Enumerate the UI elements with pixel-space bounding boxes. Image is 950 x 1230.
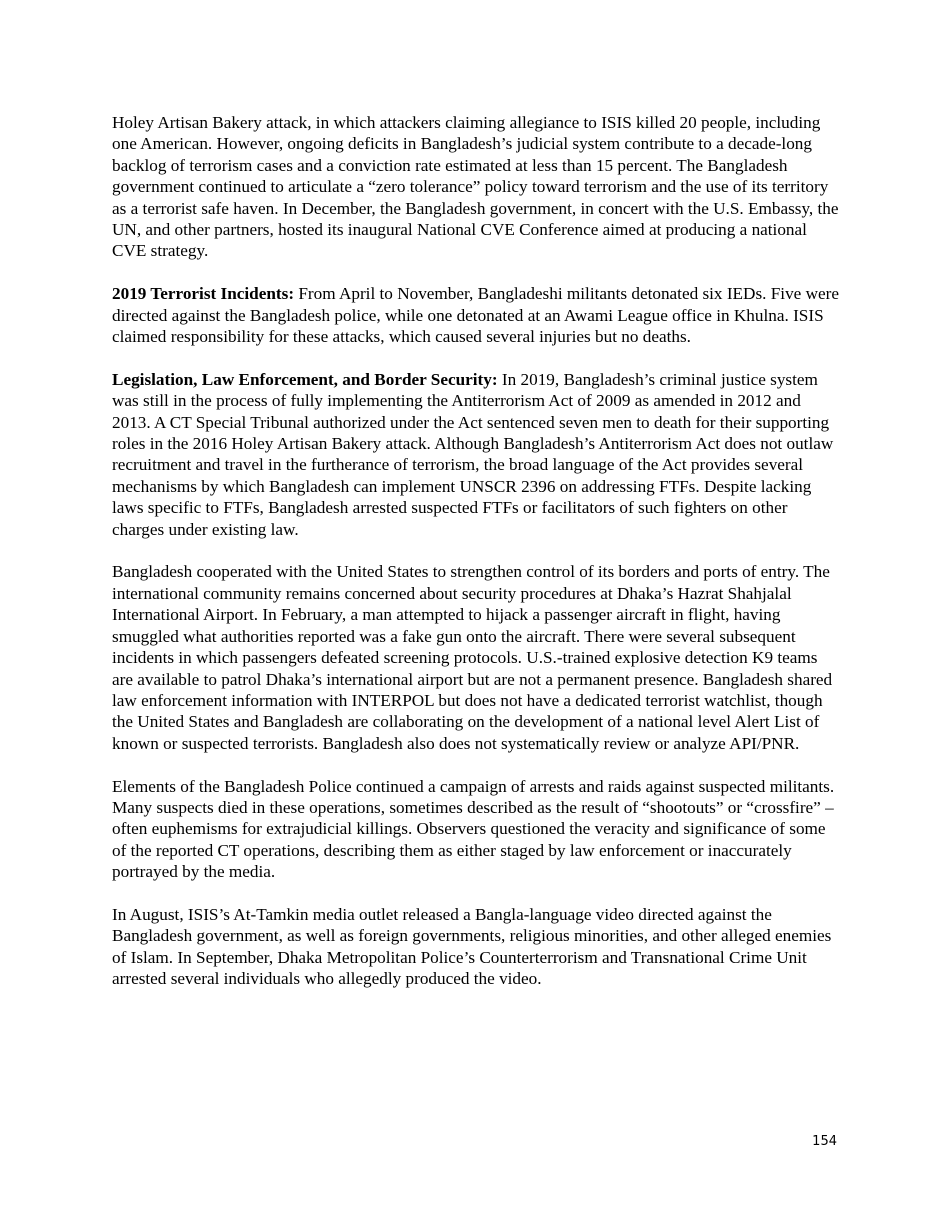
paragraph-text: Bangladesh cooperated with the United States to strengthen control of its borders and ports of entry. The international community remains concerned about security procedures at Dhaka’s Hazrat Shahjalal International Airport. In February, a man attempted to hijack a passenger aircraft in flight, having smuggled what authorities reported was a fake gun onto the aircraft. There were several subsequent incidents in which passengers defeated screening protocols. U.S.-trained explosive detection K9 teams are available to patrol Dhaka’s international airport but are not a permanent presence. Bangladesh shared law enforcement information with INTERPOL but does not have a dedicated terrorist watchlist, though the United States and Bangladesh are collaborating on the development of a national level Alert List of known or suspected terrorists. Bangladesh also does not systematically review or analyze API/PNR. xyxy=(112,562,833,753)
page-number: 154 xyxy=(812,1134,837,1149)
paragraph-text: In August, ISIS’s At-Tamkin media outlet released a Bangla-language video directed against the Bangladesh government, as well as foreign governments, religious minorities, and other alleged enemies of Islam. In September, Dhaka Metropolitan Police’s Counterterrorism and Transnational Crime Unit arrested several individuals who allegedly produced the video. xyxy=(112,904,832,989)
paragraph-text: In 2019, Bangladesh’s criminal justice system was still in the process of fully implementing the Antiterrorism Act of 2009 as amended in 2012 and 2013. A CT Special Tribunal authorized under the Act sentenced seven men to death for their supporting roles in the 2016 Holey Artisan Bakery attack. Although Bangladesh’s Antiterrorism Act does not outlaw recruitment and travel in the furtherance of terrorism, the broad language of the Act provides several mechanisms by which Bangladesh can implement UNSCR 2396 on addressing FTFs. Despite lacking laws specific to FTFs, Bangladesh arrested suspected FTFs or facilitators of such fighters on other charges under existing law. xyxy=(112,369,834,539)
paragraph-legislation xyxy=(112,369,840,540)
paragraph-text: Holey Artisan Bakery attack, in which attackers claiming allegiance to ISIS killed 20 people, including one American. However, ongoing deficits in Bangladesh’s judicial system contribute to a decade-long backlog of terrorism cases and a conviction rate estimated at less than 15 percent. The Bangladesh government continued to articulate a “zero tolerance” policy toward terrorism and the use of its territory as a terrorist safe haven. In December, the Bangladesh government, in concert with the U.S. Embassy, the UN, and other partners, hosted its inaugural National CVE Conference aimed at producing a national CVE strategy. xyxy=(112,113,839,261)
paragraph-text: Elements of the Bangladesh Police continued a campaign of arrests and raids against suspected militants. Many suspects died in these operations, sometimes described as the result of “shootouts” or “crossfire” – often euphemisms for extrajudicial killings. Observers questioned the veracity and significance of some of the reported CT operations, describing them as either staged by law enforcement or inaccurately portrayed by the media. xyxy=(112,776,835,882)
section-heading: 2019 Terrorist Incidents: xyxy=(112,284,295,304)
paragraph-text: From April to November, Bangladeshi militants detonated six IEDs. Five were directed against the Bangladesh police, while one detonated at an Awami League office in Khulna. ISIS claimed responsibility for these attacks, which caused several injuries but no deaths. xyxy=(112,284,839,347)
paragraph-intro xyxy=(112,112,840,262)
document-body xyxy=(112,112,840,1011)
section-heading: Legislation, Law Enforcement, and Border Security: xyxy=(112,369,498,389)
paragraph-police-campaign xyxy=(112,776,840,883)
paragraph-terrorist-incidents xyxy=(112,283,840,347)
paragraph-border-control xyxy=(112,561,840,754)
paragraph-isis-video xyxy=(112,904,840,990)
